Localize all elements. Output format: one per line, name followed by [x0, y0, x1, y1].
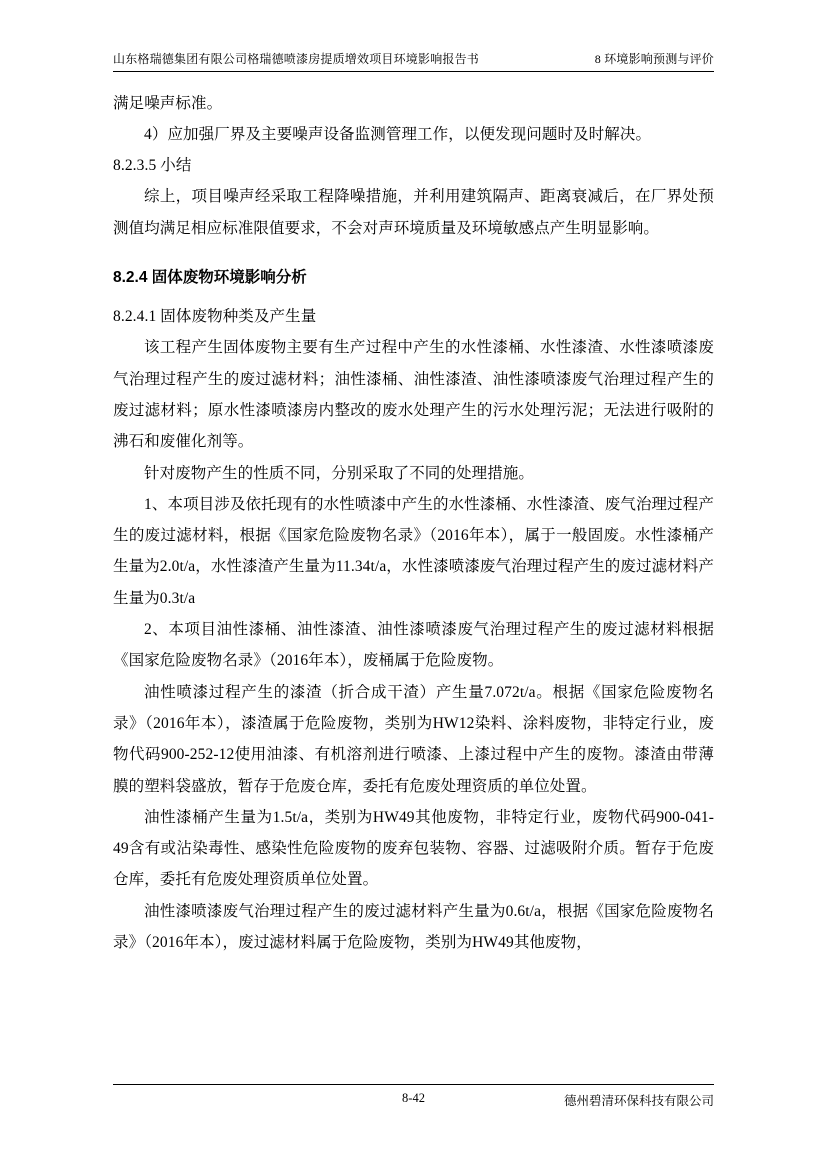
paragraph: 满足噪声标准。: [113, 94, 223, 112]
paragraph: 综上，项目噪声经采取工程降噪措施，并利用建筑隔声、距离衰减后，在厂界处预测值均满足相应标准限值要求，不会对声环境质量及环境敏感点产生明显影响。: [113, 188, 714, 237]
page-footer: [113, 1084, 714, 1106]
paragraph: 油性漆桶产生量为1.5t/a，类别为HW49其他废物，非特定行业，废物代码900-041-49含有或沾染毒性、感染性危险废物的废弃包装物、容器、过滤吸附介质。暂存于危废仓库，委托有危废处理资质单位处置。: [113, 808, 714, 889]
page-header: [113, 52, 714, 72]
page-number: 8-42: [402, 1091, 425, 1105]
paragraph: 2、本项目油性漆桶、油性漆渣、油性漆喷漆废气治理过程产生的废过滤材料根据《国家危险废物名录》（2016年本），废桶属于危险废物。: [113, 621, 714, 670]
footer-company: 德州碧清环保科技有限公司: [563, 1094, 714, 1108]
subsection-heading-8-2-4-1: 8.2.4.1 固体废物种类及产生量: [113, 308, 317, 326]
header-title-left: 山东格瑞德集团有限公司格瑞德喷漆房提质增效项目环境影响报告书: [113, 52, 480, 66]
paragraph: 油性漆喷漆废气治理过程产生的废过滤材料产生量为0.6t/a，根据《国家危险废物名录》（2016年本），废过滤材料属于危险废物，类别为HW49其他废物，: [113, 902, 714, 952]
header-title-right: 8 环境影响预测与评价: [594, 52, 714, 66]
section-heading-8-2-4: 8.2.4 固体废物环境影响分析: [113, 269, 307, 287]
paragraph: 油性喷漆过程产生的漆渣（折合成干渣）产生量7.072t/a。根据《国家危险废物名录》（2016年本），漆渣属于危险废物，类别为HW12染料、涂料废物，非特定行业，废物代码900-252-12使用油漆、有机溶剂进行喷漆、上漆过程中产生的废物。漆渣由带薄膜的塑料袋盛放，暂存于危废仓库，委托有危废处理资质的单位处置。: [113, 683, 714, 795]
paragraph: 该工程产生固体废物主要有生产过程中产生的水性漆桶、水性漆渣、水性漆喷漆废气治理过程产生的废过滤材料；油性漆桶、油性漆渣、油性漆喷漆废气治理过程产生的废过滤材料；原水性漆喷漆房内整改的废水处理产生的污水处理污泥；无法进行吸附的沸石和废催化剂等。: [113, 339, 714, 451]
footer-inner: [113, 1091, 714, 1106]
paragraph: 4）应加强厂界及主要噪声设备监测管理工作，以便发现问题时及时解决。: [144, 125, 652, 143]
subsection-heading-8-2-3-5: 8.2.3.5 小结: [113, 157, 192, 175]
paragraph: 1、本项目涉及依托现有的水性喷漆中产生的水性漆桶、水性漆渣、废气治理过程产生的废过滤材料，根据《国家危险废物名录》（2016年本），属于一般固废。水性漆桶产生量为2.0t/a，水性漆渣产生量为11.34t/a，水性漆喷漆废气治理过程产生的废过滤材料产生量为0.3t/a: [113, 495, 714, 607]
body-text: [113, 88, 714, 959]
paragraph: 针对废物产生的性质不同，分别采取了不同的处理措施。: [144, 464, 535, 482]
page-content: [113, 52, 714, 958]
